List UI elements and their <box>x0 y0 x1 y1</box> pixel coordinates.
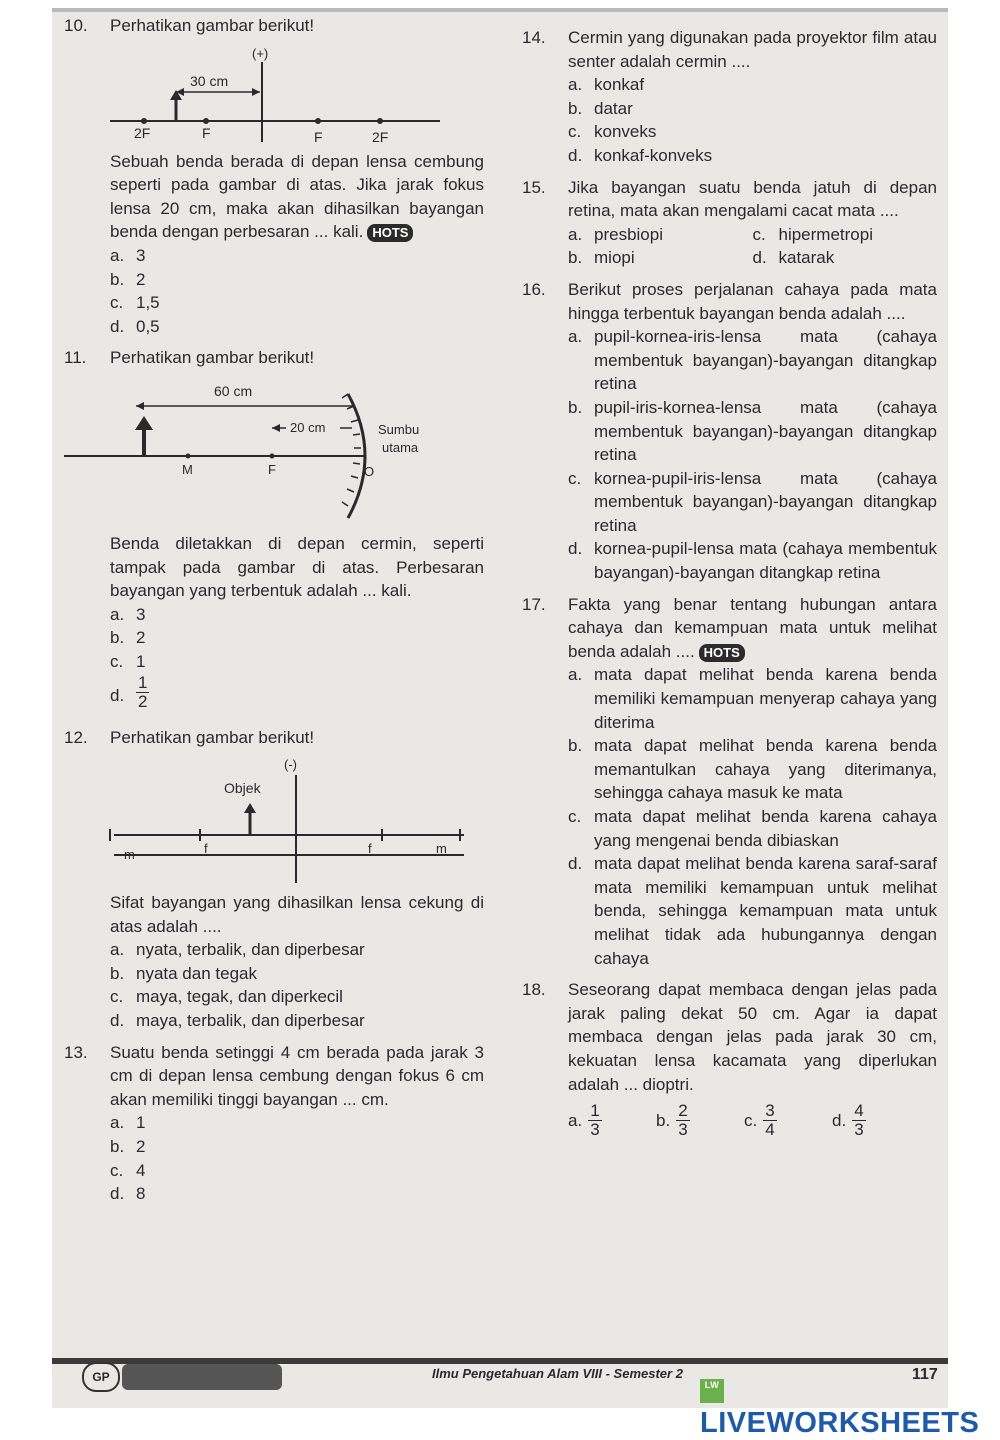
question-text: Seseorang dapat membaca dengan jelas pada jarak paling dekat 50 cm. Agar ia dapat membaca dengan jelas pada jarak 30 cm, kekuatan lensa kacamata yang diperlukan adalah ... dioptri. <box>568 980 937 1094</box>
svg-text:utama: utama <box>382 439 419 455</box>
option-a[interactable]: a. 3 <box>110 604 146 624</box>
question-text: Benda diletakkan di depan cermin, seperti tampak pada gambar di atas. Perbesaran bayangan yang terbentuk adalah ... kali. <box>110 533 484 601</box>
svg-text:20 cm: 20 cm <box>290 419 326 435</box>
option-a[interactable]: a. konkaf <box>568 75 645 95</box>
question-text: Sifat bayangan yang dihasilkan lensa cekung di atas adalah .... <box>110 893 484 936</box>
question-number: 17. <box>522 594 546 614</box>
question-16 <box>522 278 937 585</box>
left-column <box>64 14 484 1206</box>
option-d[interactable]: d. 8 <box>110 1184 146 1204</box>
option-a[interactable]: a. 3 <box>110 245 146 265</box>
svg-text:M: M <box>182 461 193 477</box>
option-b[interactable]: b. 2 <box>110 1137 146 1157</box>
option-d[interactable]: d. mata dapat melihat benda karena saraf-saraf mata memiliki kemampuan untuk melihat benda, sehingga kemampuan mata untuk melihat tidak ada hubungannya dengan cahaya <box>568 854 937 968</box>
question-14 <box>522 26 937 168</box>
option-b[interactable]: b. pupil-iris-kornea-lensa mata (cahaya membentuk bayangan)-bayangan ditangkap retina <box>568 397 937 465</box>
option-b[interactable]: b. datar <box>568 98 633 118</box>
right-column <box>522 26 937 1139</box>
option-a[interactable]: a. nyata, terbalik, dan diperbesar <box>110 940 365 960</box>
svg-text:60 cm: 60 cm <box>214 382 253 399</box>
option-b[interactable]: b. 2 <box>110 269 146 289</box>
option-d[interactable]: d. $\frac{1}{2}$ <box>110 672 148 711</box>
svg-text:2F: 2F <box>134 124 151 141</box>
option-c[interactable]: c. maya, tegak, dan diperkecil <box>110 987 343 1007</box>
option-c[interactable]: c. 1 <box>110 651 146 671</box>
option-a[interactable]: a. $\frac{1}{3}$ <box>568 1101 600 1140</box>
publisher-logo: GP <box>82 1362 120 1392</box>
svg-text:f: f <box>204 841 208 857</box>
option-d[interactable]: d. katarak <box>752 248 835 268</box>
footer-subject: Ilmu Pengetahuan Alam VIII - Semester 2 <box>432 1366 683 1381</box>
option-b[interactable]: b. miopi <box>568 248 635 268</box>
question-number: 18. <box>522 980 546 1000</box>
option-d[interactable]: d. kornea-pupil-lensa mata (cahaya membentuk bayangan)-bayangan ditangkap retina <box>568 539 937 583</box>
hots-badge: HOTS <box>699 644 745 662</box>
question-number: 16. <box>522 279 546 299</box>
svg-text:F: F <box>268 461 276 477</box>
option-c[interactable]: c. kornea-pupil-iris-lensa mata (cahaya membentuk bayangan)-bayangan ditangkap retina <box>568 468 937 535</box>
svg-text:(-): (-) <box>284 757 297 773</box>
option-c[interactable]: c. mata dapat melihat benda karena cahaya yang mengenai benda dibiaskan <box>568 807 937 850</box>
question-number: 14. <box>522 28 546 47</box>
option-a[interactable]: a. 1 <box>110 1113 146 1133</box>
concave-lens-figure <box>64 755 447 885</box>
question-number: 12. <box>64 727 88 747</box>
page-number: 117 <box>912 1366 938 1383</box>
option-a[interactable]: a. pupil-kornea-iris-lensa mata (cahaya membentuk bayangan)-bayangan ditangkap retina <box>568 327 937 394</box>
option-c[interactable]: c. 4 <box>110 1160 146 1180</box>
question-text: Cermin yang digunakan pada proyektor film atau senter adalah cermin .... <box>568 28 937 71</box>
question-13 <box>64 1041 484 1206</box>
option-d[interactable]: d. 0,5 <box>110 316 160 336</box>
svg-text:O: O <box>364 463 375 479</box>
svg-text:30 cm: 30 cm <box>190 72 229 89</box>
svg-text:Objek: Objek <box>224 780 261 797</box>
option-d[interactable]: d. konkaf-konveks <box>568 145 713 165</box>
question-15 <box>522 176 937 270</box>
watermark: LWLIVEWORKSHEETS <box>700 1380 980 1439</box>
hots-badge: HOTS <box>367 224 413 242</box>
option-c[interactable]: c. hipermetropi <box>752 224 873 244</box>
svg-text:m: m <box>124 847 135 863</box>
svg-text:2F: 2F <box>372 128 389 145</box>
option-b[interactable]: b. $\frac{2}{3}$ <box>656 1101 688 1140</box>
option-b[interactable]: b. 2 <box>110 628 146 648</box>
svg-text:Sumbu: Sumbu <box>378 421 420 437</box>
top-border <box>52 8 948 12</box>
option-c[interactable]: c. $\frac{3}{4}$ <box>744 1101 775 1140</box>
question-text: Fakta yang benar tentang hubungan antara cahaya dan kemampuan mata untuk melihat benda adalah .... HOTS <box>568 594 937 661</box>
svg-text:(+): (+) <box>252 45 269 61</box>
option-a[interactable]: a. presbiopi <box>568 224 663 244</box>
liveworksheets-logo-icon: LW <box>700 1379 724 1403</box>
question-11 <box>64 346 484 717</box>
option-d[interactable]: d. maya, terbalik, dan diperbesar <box>110 1011 365 1031</box>
question-10 <box>64 14 484 338</box>
option-b[interactable]: b. nyata dan tegak <box>110 963 257 983</box>
option-c[interactable]: c. konveks <box>568 122 657 142</box>
question-number: 15. <box>522 177 546 197</box>
option-b[interactable]: b. mata dapat melihat benda karena benda memantulkan cahaya yang diterimanya, sehingga cahaya masuk ke mata <box>568 736 937 803</box>
question-number: 11. <box>64 348 87 368</box>
svg-text:F: F <box>202 124 211 141</box>
question-text: Jika bayangan suatu benda jatuh di depan retina, mata akan mengalami cacat mata .... <box>568 177 937 221</box>
question-title: Perhatikan gambar berikut! <box>110 348 315 368</box>
svg-text:f: f <box>368 841 372 857</box>
question-title: Perhatikan gambar berikut! <box>110 16 315 35</box>
svg-text:F: F <box>314 128 323 145</box>
option-c[interactable]: c. 1,5 <box>110 293 160 313</box>
question-17 <box>522 593 937 971</box>
question-text: Berikut proses perjalanan cahaya pada mata hingga terbentuk bayangan benda adalah .... <box>568 279 937 323</box>
svg-text:m: m <box>436 841 447 857</box>
question-title: Perhatikan gambar berikut! <box>110 727 315 747</box>
convex-lens-figure <box>110 44 450 144</box>
option-a[interactable]: a. mata dapat melihat benda karena benda memiliki kemampuan menyerap cahaya yang diterima <box>568 665 937 732</box>
question-text: Suatu benda setinggi 4 cm berada pada jarak 3 cm di depan lensa cembung dengan fokus 6 cm akan memiliki tinggi bayangan ... cm. <box>110 1042 484 1109</box>
question-text: Sebuah benda berada di depan lensa cembung seperti pada gambar di atas. Jika jarak fokus lensa 20 cm, maka akan dihasilkan bayangan benda dengan perbesaran ... kali. HOTS <box>110 151 484 242</box>
question-number: 13. <box>64 1042 88 1062</box>
concave-mirror-figure <box>64 376 424 526</box>
question-number: 10. <box>64 16 88 35</box>
question-12 <box>64 726 484 1033</box>
question-18 <box>522 978 937 1139</box>
footer-decoration <box>122 1364 282 1390</box>
option-d[interactable]: d. $\frac{4}{3}$ <box>832 1101 864 1140</box>
